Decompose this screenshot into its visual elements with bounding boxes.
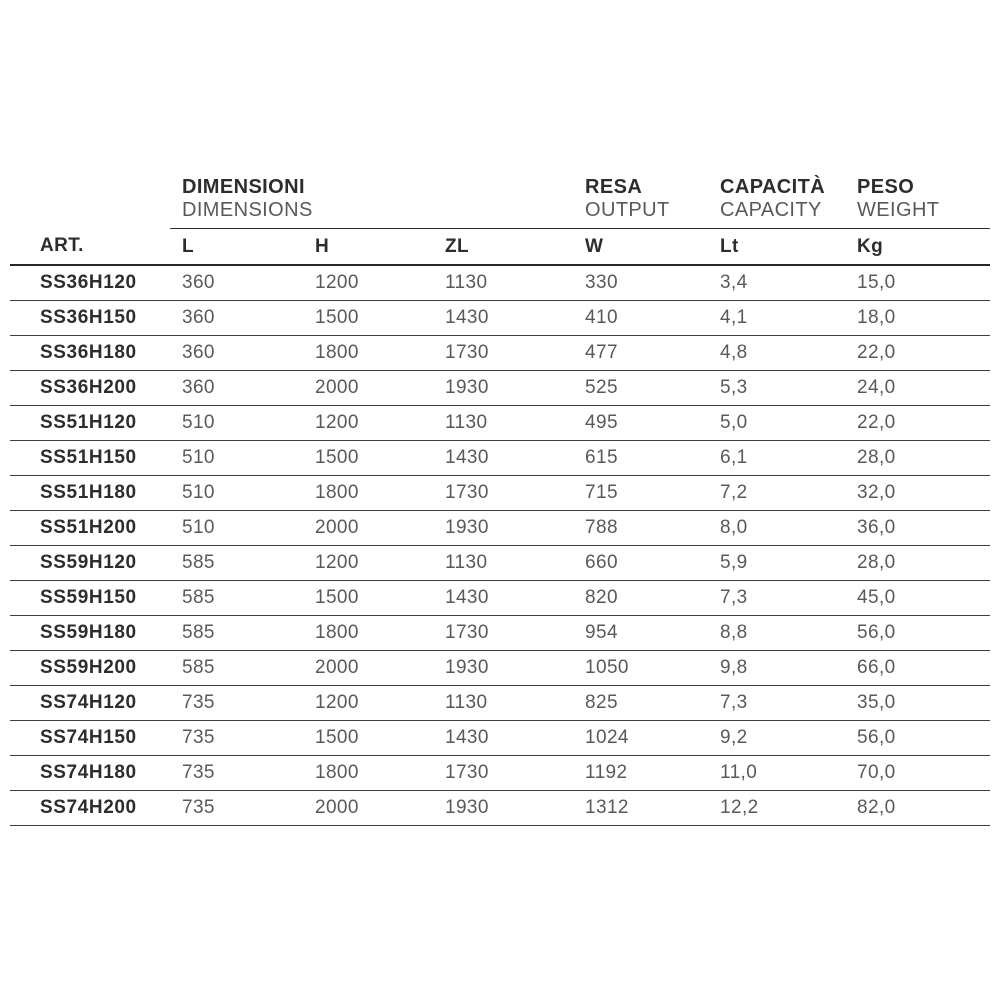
l-cell: 510: [182, 481, 215, 503]
kg-cell: 70,0: [857, 761, 896, 783]
zl-cell: 1130: [445, 691, 488, 713]
lt-cell: 9,8: [720, 656, 748, 678]
zl-cell: 1130: [445, 411, 488, 433]
h-cell: 1800: [315, 481, 359, 503]
l-cell: 585: [182, 586, 215, 608]
zl-cell: 1130: [445, 551, 488, 573]
h-cell: 2000: [315, 796, 359, 818]
l-cell: 360: [182, 306, 215, 328]
art-code-cell: SS36H180: [40, 341, 137, 363]
kg-cell: 35,0: [857, 691, 896, 713]
art-code-cell: SS36H150: [40, 306, 137, 328]
w-cell: 660: [585, 551, 618, 573]
art-code-cell: SS59H180: [40, 621, 137, 643]
h-cell: 1200: [315, 691, 359, 713]
w-cell: 715: [585, 481, 618, 503]
lt-cell: 4,1: [720, 306, 748, 328]
h-cell: 1800: [315, 621, 359, 643]
zl-cell: 1730: [445, 481, 489, 503]
table-row: [10, 405, 990, 440]
spec-table: [10, 175, 990, 826]
kg-cell: 28,0: [857, 551, 896, 573]
w-cell: 825: [585, 691, 618, 713]
table-row: [10, 580, 990, 615]
lt-cell: 7,2: [720, 481, 748, 503]
kg-cell: 18,0: [857, 306, 896, 328]
group-header-weight: [845, 175, 990, 229]
kg-cell: 36,0: [857, 516, 896, 538]
h-cell: 1200: [315, 271, 359, 293]
h-cell: 1800: [315, 341, 359, 363]
h-cell: 1200: [315, 411, 359, 433]
group-subtitle: WEIGHT: [857, 199, 940, 221]
lt-cell: 8,0: [720, 516, 748, 538]
l-cell: 735: [182, 761, 215, 783]
w-cell: 495: [585, 411, 618, 433]
column-header-lt: Lt: [708, 229, 845, 266]
group-subtitle: OUTPUT: [585, 199, 670, 221]
group-title: CAPACITÀ: [720, 176, 826, 198]
table-row: [10, 300, 990, 335]
zl-cell: 1930: [445, 516, 489, 538]
l-cell: 360: [182, 376, 215, 398]
lt-cell: 9,2: [720, 726, 748, 748]
h-cell: 1500: [315, 586, 359, 608]
kg-cell: 56,0: [857, 621, 896, 643]
l-cell: 360: [182, 271, 215, 293]
column-header-art: ART.: [10, 229, 170, 266]
group-header-capacity: [708, 175, 845, 229]
table-row: [10, 265, 990, 300]
h-cell: 1200: [315, 551, 359, 573]
art-code-cell: SS74H180: [40, 761, 137, 783]
zl-cell: 1930: [445, 656, 489, 678]
column-header-l: L: [170, 229, 303, 266]
lt-cell: 6,1: [720, 446, 748, 468]
art-code-cell: SS51H200: [40, 516, 137, 538]
w-cell: 1312: [585, 796, 629, 818]
lt-cell: 7,3: [720, 691, 748, 713]
column-header-row: [10, 229, 990, 266]
art-code-cell: SS51H150: [40, 446, 137, 468]
l-cell: 510: [182, 516, 215, 538]
lt-cell: 8,8: [720, 621, 748, 643]
art-code-cell: SS51H180: [40, 481, 137, 503]
group-header-row: [10, 175, 990, 229]
h-cell: 2000: [315, 656, 359, 678]
lt-cell: 5,0: [720, 411, 748, 433]
zl-cell: 1730: [445, 761, 489, 783]
group-title: DIMENSIONI: [182, 176, 305, 198]
table-row: [10, 790, 990, 825]
table-row: [10, 685, 990, 720]
kg-cell: 22,0: [857, 411, 896, 433]
zl-cell: 1430: [445, 586, 489, 608]
kg-cell: 66,0: [857, 656, 896, 678]
h-cell: 1500: [315, 726, 359, 748]
table-row: [10, 755, 990, 790]
l-cell: 735: [182, 691, 215, 713]
zl-cell: 1930: [445, 796, 489, 818]
column-header-h: H: [303, 229, 433, 266]
zl-cell: 1930: [445, 376, 489, 398]
h-cell: 2000: [315, 516, 359, 538]
zl-cell: 1430: [445, 726, 489, 748]
h-cell: 2000: [315, 376, 359, 398]
art-code-cell: SS36H200: [40, 376, 137, 398]
art-code-cell: SS36H120: [40, 271, 137, 293]
w-cell: 820: [585, 586, 618, 608]
group-subtitle: DIMENSIONS: [182, 199, 313, 221]
zl-cell: 1730: [445, 621, 489, 643]
art-code-cell: SS59H120: [40, 551, 137, 573]
column-header-w: W: [573, 229, 708, 266]
l-cell: 510: [182, 411, 215, 433]
l-cell: 735: [182, 726, 215, 748]
kg-cell: 22,0: [857, 341, 896, 363]
lt-cell: 5,9: [720, 551, 748, 573]
h-cell: 1800: [315, 761, 359, 783]
art-code-cell: SS59H200: [40, 656, 137, 678]
table-row: [10, 440, 990, 475]
table-row: [10, 475, 990, 510]
kg-cell: 32,0: [857, 481, 896, 503]
art-code-cell: SS74H120: [40, 691, 137, 713]
table-row: [10, 335, 990, 370]
lt-cell: 12,2: [720, 796, 759, 818]
column-header-kg: Kg: [845, 229, 990, 266]
lt-cell: 4,8: [720, 341, 748, 363]
kg-cell: 28,0: [857, 446, 896, 468]
h-cell: 1500: [315, 446, 359, 468]
l-cell: 510: [182, 446, 215, 468]
w-cell: 410: [585, 306, 618, 328]
table-row: [10, 545, 990, 580]
table-body: [10, 265, 990, 825]
zl-cell: 1130: [445, 271, 488, 293]
h-cell: 1500: [315, 306, 359, 328]
group-title: RESA: [585, 176, 643, 198]
table-row: [10, 510, 990, 545]
w-cell: 1192: [585, 761, 628, 783]
group-header-output: [573, 175, 708, 229]
l-cell: 585: [182, 621, 215, 643]
column-header-zl: ZL: [433, 229, 573, 266]
table-row: [10, 370, 990, 405]
lt-cell: 11,0: [720, 761, 758, 783]
l-cell: 735: [182, 796, 215, 818]
kg-cell: 15,0: [857, 271, 896, 293]
kg-cell: 82,0: [857, 796, 896, 818]
w-cell: 1050: [585, 656, 629, 678]
w-cell: 1024: [585, 726, 629, 748]
w-cell: 788: [585, 516, 618, 538]
group-subtitle: CAPACITY: [720, 199, 822, 221]
w-cell: 954: [585, 621, 618, 643]
l-cell: 585: [182, 656, 215, 678]
art-code-cell: SS74H150: [40, 726, 137, 748]
lt-cell: 7,3: [720, 586, 748, 608]
group-header-spacer: [10, 175, 170, 229]
kg-cell: 24,0: [857, 376, 896, 398]
group-title: PESO: [857, 176, 915, 198]
w-cell: 330: [585, 271, 618, 293]
kg-cell: 45,0: [857, 586, 896, 608]
art-code-cell: SS51H120: [40, 411, 137, 433]
art-code-cell: SS59H150: [40, 586, 137, 608]
zl-cell: 1730: [445, 341, 489, 363]
l-cell: 585: [182, 551, 215, 573]
table-row: [10, 615, 990, 650]
w-cell: 477: [585, 341, 618, 363]
w-cell: 615: [585, 446, 618, 468]
table-row: [10, 650, 990, 685]
lt-cell: 3,4: [720, 271, 748, 293]
art-code-cell: SS74H200: [40, 796, 137, 818]
zl-cell: 1430: [445, 446, 489, 468]
l-cell: 360: [182, 341, 215, 363]
group-header-dimensions: [170, 175, 573, 229]
zl-cell: 1430: [445, 306, 489, 328]
table-row: [10, 720, 990, 755]
kg-cell: 56,0: [857, 726, 896, 748]
lt-cell: 5,3: [720, 376, 748, 398]
w-cell: 525: [585, 376, 618, 398]
